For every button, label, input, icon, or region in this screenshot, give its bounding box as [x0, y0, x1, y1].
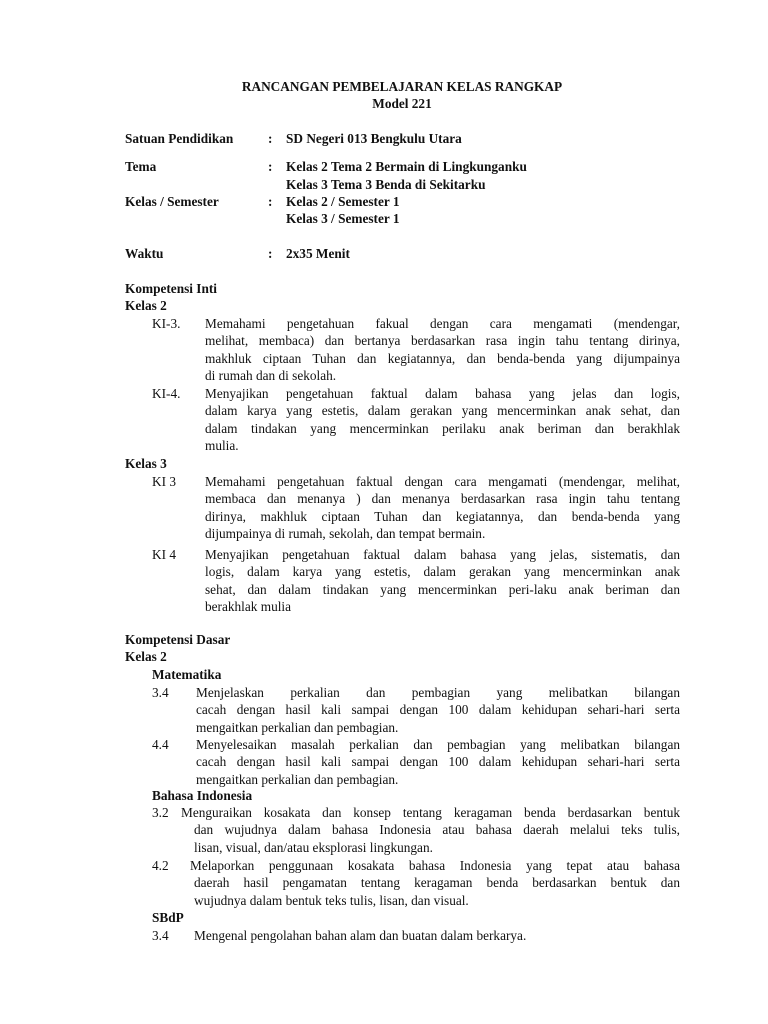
text-line: Mengenal pengolahan bahan alam dan buatan dalam berkarya.	[194, 928, 527, 943]
text-line: mengaitkan perkalian dan pembagian.	[196, 771, 399, 787]
ki-kelas2-heading: Kelas 2	[125, 298, 167, 313]
text-line: membaca dan menanya ) dan menanya berdasarkan rasa ingin tahu tentang	[205, 491, 680, 507]
ki-item-number: KI 4	[152, 547, 177, 562]
kd-item-number: 3.2	[152, 805, 169, 820]
colon: :	[268, 246, 273, 261]
kd-item-number: 3.4	[152, 685, 169, 700]
text-line: dijumpainya di rumah, sekolah, dan tempat bermain.	[205, 526, 486, 542]
kelas-semester-value-2: Kelas 3 / Semester 1	[286, 211, 400, 226]
text-line: dalam karya yang estetis, dalam gerakan yang mencerminkan anak sehat, dan	[205, 403, 680, 419]
sbdp-heading: SBdP	[152, 910, 184, 925]
ki-item-text	[205, 385, 680, 455]
text-line: di rumah dan di sekolah.	[205, 368, 337, 384]
text-line: Menguraikan kosakata dan konsep tentang keragaman benda berdasarkan bentuk	[181, 805, 680, 820]
text-line: makhluk ciptaan Tuhan dan kegiatannya, dan benda-benda yang dijumpainya	[205, 350, 680, 366]
text-line: dan wujudnya dalam bahasa Indonesia atau bahasa daerah melalui teks tulis,	[194, 822, 680, 838]
text-line: cacah dengan hasil kali sampai dengan 100 dalam kehidupan sehari-hari serta	[196, 754, 680, 770]
text-line: mulia.	[205, 438, 239, 454]
kd-item-text	[190, 857, 680, 909]
kd-item-text	[181, 804, 680, 856]
waktu-value: 2x35 Menit	[286, 246, 350, 261]
document-title: RANCANGAN PEMBELAJARAN KELAS RANGKAP	[241, 79, 563, 94]
satuan-value: SD Negeri 013 Bengkulu Utara	[286, 131, 462, 146]
ki-item-text	[205, 473, 680, 543]
kd-item-text	[196, 684, 680, 736]
kd-item-text	[194, 927, 680, 944]
kd-item-number: 4.2	[152, 858, 169, 873]
text-line: cacah dengan hasil kali sampai dengan 100 dalam kehidupan sehari-hari serta	[196, 702, 680, 718]
text-line: dalam tindakan yang mencerminkan perilaku anak beriman dan berakhlak	[205, 420, 680, 436]
ki-item-text	[205, 546, 680, 616]
text-line: logis, dalam karya yang estetis, dalam gerakan yang mencerminkan anak	[205, 564, 680, 580]
bahasa-indonesia-heading: Bahasa Indonesia	[152, 788, 253, 803]
kd-item-number: 3.4	[152, 928, 169, 943]
tema-value-1: Kelas 2 Tema 2 Bermain di Lingkunganku	[286, 159, 527, 174]
text-line: wujudnya dalam bentuk teks tulis, lisan, dan visual.	[194, 892, 469, 908]
document-subtitle: Model 221	[372, 96, 432, 111]
colon: :	[268, 194, 273, 209]
kd-heading: Kompetensi Dasar	[125, 632, 231, 647]
colon: :	[268, 159, 273, 174]
matematika-heading: Matematika	[152, 667, 222, 682]
kelas-semester-label: Kelas / Semester	[125, 194, 219, 209]
text-line: dirinya, makhluk ciptaan Tuhan dan kegiatannya, dan benda-benda yang	[205, 508, 680, 524]
text-line: Melaporkan penggunaan kosakata bahasa Indonesia yang tepat atau bahasa	[190, 858, 680, 873]
tema-value-2: Kelas 3 Tema 3 Benda di Sekitarku	[286, 177, 486, 192]
ki-item-number: KI-4.	[152, 386, 181, 401]
ki-heading: Kompetensi Inti	[125, 281, 217, 296]
kd-item-number: 4.4	[152, 737, 169, 752]
waktu-label: Waktu	[125, 246, 164, 261]
text-line: lisan, visual, dan/atau eksplorasi lingkungan.	[194, 839, 433, 855]
text-line: daerah hasil pengamatan tentang keragaman benda berdasarkan bentuk dan	[194, 875, 680, 891]
ki-item-number: KI 3	[152, 474, 177, 489]
ki-item-text	[205, 315, 680, 385]
text-line: melihat, membaca) dan bertanya berdasarkan rasa ingin tahu tentang dirinya,	[205, 333, 680, 349]
ki-item-number: KI-3.	[152, 316, 181, 331]
satuan-label: Satuan Pendidikan	[125, 131, 234, 146]
text-line: Menyajikan pengetahuan faktual dalam bahasa yang jelas dan logis,	[205, 386, 680, 401]
text-line: Menjelaskan perkalian dan pembagian yang melibatkan bilangan	[196, 685, 680, 700]
kd-item-text	[196, 736, 680, 788]
colon: :	[268, 131, 273, 146]
kelas-semester-value-1: Kelas 2 / Semester 1	[286, 194, 400, 209]
text-line: Memahami pengetahuan fakual dengan cara mengamati (mendengar,	[205, 316, 680, 331]
ki-kelas3-heading: Kelas 3	[125, 456, 167, 471]
text-line: mengaitkan perkalian dan pembagian.	[196, 719, 399, 735]
text-line: Memahami pengetahuan faktual dengan cara mengamati (mendengar, melihat,	[205, 474, 680, 489]
tema-label: Tema	[125, 159, 157, 174]
text-line: Menyajikan pengetahuan faktual dalam bahasa yang jelas, sistematis, dan	[205, 547, 680, 562]
kd-kelas2-heading: Kelas 2	[125, 649, 167, 664]
text-line: Menyelesaikan masalah perkalian dan pembagian yang melibatkan bilangan	[196, 737, 680, 752]
text-line: sehat, dan dalam tindakan yang mencerminkan peri-laku anak beriman dan	[205, 581, 680, 597]
text-line: berakhlak mulia	[205, 599, 292, 615]
